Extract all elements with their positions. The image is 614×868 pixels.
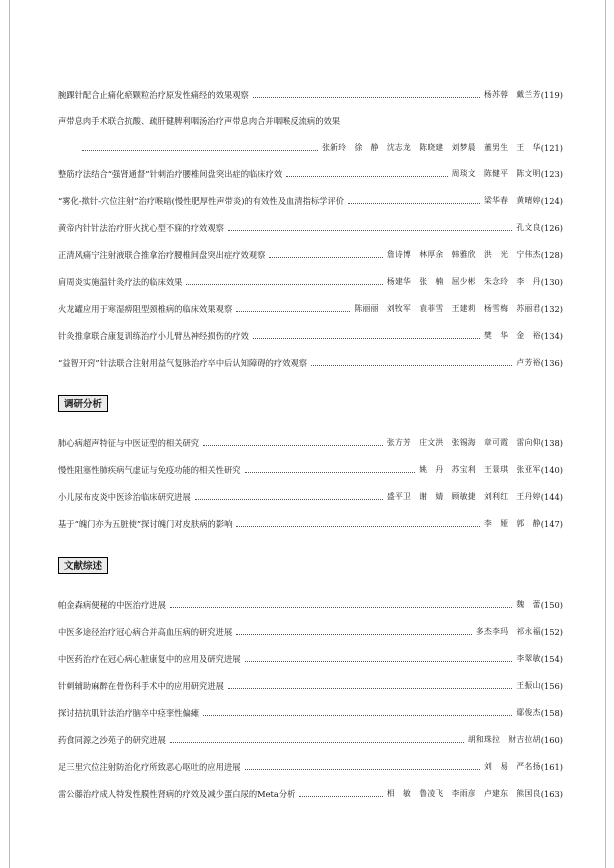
toc-entry[interactable] [58, 760, 563, 774]
toc-entry[interactable] [58, 652, 563, 666]
entry-authors: 多杰李玛 祁永福 [475, 627, 541, 636]
leader-dots [311, 364, 512, 366]
leader-dots [245, 660, 513, 662]
entry-title: 腕踝针配合止痛化瘀颗粒治疗原发性痛经的效果观察 [58, 90, 249, 100]
toc-entry-continuation[interactable] [78, 141, 563, 155]
entry-title: 小儿尿布皮炎中医诊治临床研究进展 [58, 492, 191, 502]
entry-page: (138) [540, 438, 563, 448]
entry-authors: 詹诗博 林厚余 韩雅欣 洪 光 宁伟杰 [386, 250, 541, 259]
toc-entry[interactable] [58, 356, 563, 370]
entry-authors: 樊 华 金 裕 [484, 331, 541, 340]
entry-authors: 陈丽丽 刘牧军 袁菲雪 王建莉 杨雪梅 苏丽君 [354, 304, 541, 313]
entry-authors: 胡和珠拉 财吉拉胡 [467, 735, 541, 744]
entry-page: (124) [540, 196, 563, 206]
entry-title: 肩周炎实施温针灸疗法的临床效果 [58, 277, 183, 287]
entry-authors: 周琰文 陈健平 陈文明 [451, 169, 541, 178]
entry-authors: 卢芳裕 [516, 358, 541, 367]
entry-authors: 刘 易 严名扬 [484, 762, 541, 771]
toc-entry[interactable] [58, 194, 563, 208]
entry-authors: 姚 丹 苏宝利 王景琪 张亚军 [419, 465, 541, 474]
section-heading-survey: 调研分析 [58, 395, 108, 412]
page-frame-right [605, 0, 606, 868]
entry-authors: 梁华春 黄晴婷 [484, 196, 541, 205]
entry-title: 黄帝内针针法治疗肝火扰心型不寐的疗效观察 [58, 223, 224, 233]
entry-page: (136) [540, 358, 563, 368]
entry-title: 针灸推拿联合康复训练治疗小儿臂丛神经损伤的疗效 [58, 331, 249, 341]
toc-entry[interactable] [58, 302, 563, 316]
leader-dots [186, 283, 382, 285]
entry-page: (119) [540, 90, 563, 100]
entry-page: (134) [540, 331, 563, 341]
entry-title: 中医药治疗在冠心病心脏康复中的应用及研究进展 [58, 654, 241, 664]
entry-page: (158) [540, 708, 563, 718]
entry-page: (140) [540, 465, 563, 475]
entry-page: (147) [540, 519, 563, 529]
leader-dots [82, 149, 318, 151]
leader-dots [236, 525, 480, 527]
page-frame-left [9, 0, 10, 868]
toc-entry[interactable] [58, 221, 563, 235]
entry-page: (156) [540, 681, 563, 691]
entry-authors: 鄢俊杰 [516, 708, 541, 717]
entry-title: 药食同源之沙苑子的研究进展 [58, 735, 166, 745]
entry-authors: 相 敏 鲁凌飞 李雨彦 卢建东 熊国良 [386, 789, 541, 798]
leader-dots [203, 444, 383, 446]
entry-authors: 孔文良 [516, 223, 541, 232]
leader-dots [228, 229, 512, 231]
toc-entry[interactable] [58, 248, 563, 262]
entry-title: 基于“魄门亦为五脏使”探讨魄门对皮肤病的影响 [58, 519, 233, 529]
entry-page: (154) [540, 654, 563, 664]
toc-entry[interactable] [58, 463, 563, 477]
leader-dots [245, 768, 480, 770]
leader-dots [253, 337, 480, 339]
entry-title: 针刺辅助麻醉在骨伤科手术中的应用研究进展 [58, 681, 224, 691]
entry-page: (128) [540, 250, 563, 260]
entry-page: (152) [540, 627, 563, 637]
leader-dots [236, 633, 472, 635]
leader-dots [245, 471, 416, 473]
leader-dots [236, 310, 350, 312]
entry-authors: 王振山 [516, 681, 541, 690]
toc-entry[interactable] [58, 706, 563, 720]
entry-authors: 李翠敏 [516, 654, 541, 663]
toc-entry[interactable] [58, 275, 563, 289]
entry-title: “雾化-揿针-穴位注射”治疗喉暗(慢性肥厚性声带炎)的有效性及血清指标学评价 [58, 196, 345, 206]
entry-authors: 杨苏蓉 戴兰芳 [484, 90, 541, 99]
entry-page: (144) [540, 492, 563, 502]
entry-authors: 李 娅 郭 静 [484, 519, 541, 528]
entry-authors: 张新玲 徐 静 沈志龙 陈晓建 刘梦晨 董男生 王 华 [322, 143, 541, 152]
toc-entry[interactable] [58, 517, 563, 531]
entry-authors: 杨建华 张 楠 屈少彬 朱念玲 李 丹 [386, 277, 541, 286]
entry-title: 慢性阻塞性肺疾病气虚证与免疫功能的相关性研究 [58, 465, 241, 475]
entry-page: (121) [540, 143, 563, 153]
toc-entry[interactable] [58, 733, 563, 747]
toc-entry[interactable] [58, 329, 563, 343]
entry-title: 肺心病超声特征与中医证型的相关研究 [58, 438, 200, 448]
entry-title: 足三里穴位注射防治化疗所致恶心呕吐的应用进展 [58, 762, 241, 772]
entry-title: 火龙罐应用于寒湿痹阻型颈椎病的临床效果观察 [58, 304, 233, 314]
entry-title: “益智开窍”针法联合注射用益气复脉治疗卒中后认知障碍的疗效观察 [58, 358, 308, 368]
toc-entry[interactable] [58, 167, 563, 181]
toc-entry[interactable] [58, 598, 563, 612]
leader-dots [286, 175, 447, 177]
toc-entry[interactable] [58, 679, 563, 693]
entry-title: 帕金森病便秘的中医治疗进展 [58, 600, 166, 610]
entry-page: (160) [540, 735, 563, 745]
entry-title: 正清风痛宁注射液联合推拿治疗腰椎间盘突出症疗效观察 [58, 250, 266, 260]
leader-dots [269, 256, 382, 258]
entry-page: (130) [540, 277, 563, 287]
leader-dots [299, 795, 382, 797]
entry-page: (161) [540, 762, 563, 772]
leader-dots [203, 714, 512, 716]
leader-dots [195, 498, 383, 500]
entry-title: 雷公藤治疗成人特发性膜性肾病的疗效及减少蛋白尿的Meta分析 [58, 789, 296, 799]
toc-entry[interactable] [58, 88, 563, 102]
section-heading-review: 文献综述 [58, 557, 108, 574]
entry-authors: 张方芳 庄文洪 张锡海 章可霞 雷向仰 [386, 438, 541, 447]
toc-entry[interactable] [58, 490, 563, 504]
entry-title: 探讨拮抗肌针法治疗脑卒中痉挛性偏瘫 [58, 708, 200, 718]
entry-page: (163) [540, 789, 563, 799]
entry-page: (126) [540, 223, 563, 233]
entry-title: 中医多途径治疗冠心病合并高血压病的研究进展 [58, 627, 233, 637]
entry-authors: 魏 蕾 [516, 600, 541, 609]
entry-page: (123) [540, 169, 563, 179]
leader-dots [253, 96, 480, 98]
leader-dots [170, 606, 513, 608]
toc-entry[interactable] [58, 436, 563, 450]
entry-title: 声带息肉手术联合抗酸、疏肝健脾利咽汤治疗声带息肉合并咽喉反流病的效果 [58, 116, 341, 126]
toc-entry[interactable] [58, 114, 563, 128]
leader-dots [170, 741, 464, 743]
entry-page: (132) [540, 304, 563, 314]
leader-dots [228, 687, 512, 689]
toc-entry[interactable] [58, 787, 563, 801]
leader-dots [348, 202, 480, 204]
toc-entry[interactable] [58, 625, 563, 639]
entry-title: 整筋疗法结合“强肾通督”针刺治疗腰椎间盘突出症的临床疗效 [58, 169, 283, 179]
entry-authors: 盛平卫 谢 婧 顾敏捷 刘利红 王丹婷 [386, 492, 541, 501]
entry-page: (150) [540, 600, 563, 610]
